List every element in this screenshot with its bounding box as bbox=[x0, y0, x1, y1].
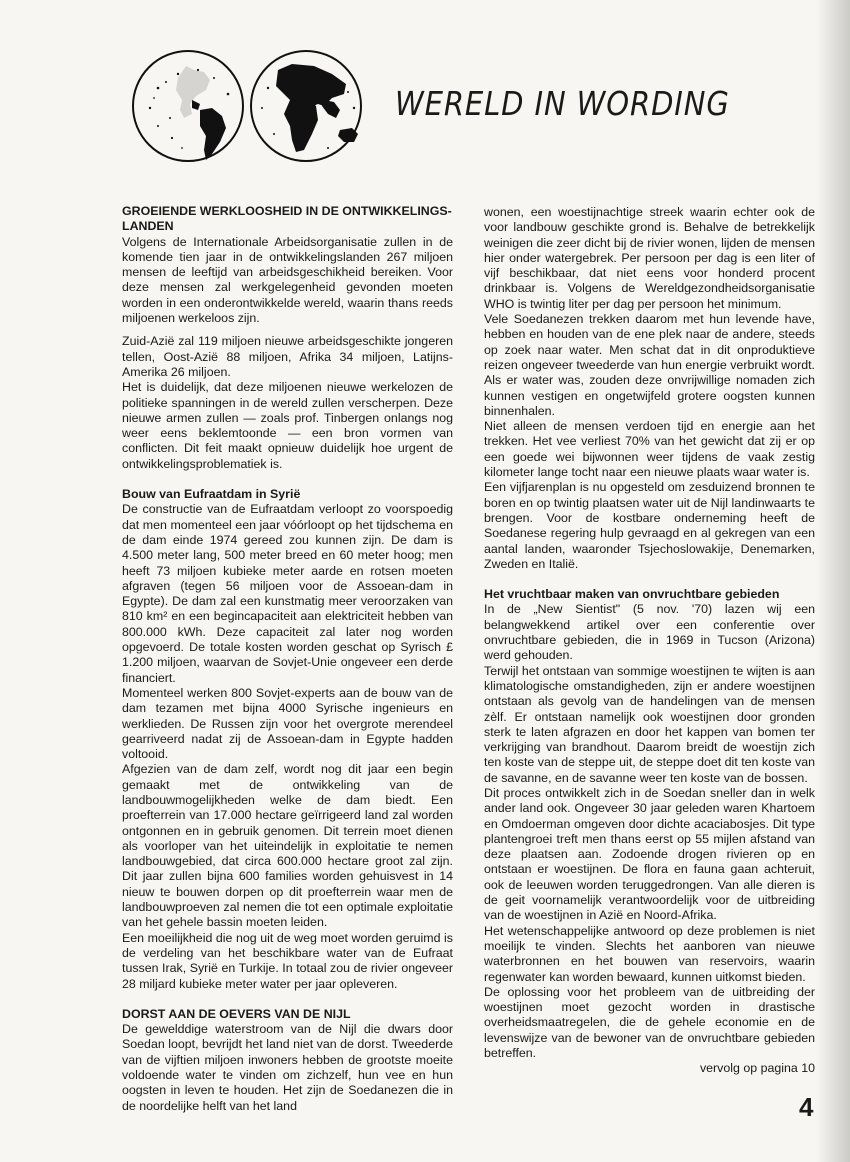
article-paragraph: Afgezien van de dam zelf, wordt nog dit jaar een begin gemaakt met de ontwikkeling van de landbouwmogelijkheden welke de dam biedt. Een proefterrein van 17.000 hectare geïrrigeerd land zal worden ontgonnen en in gebruik genomen. Dit terrein moet dienen als voorloper van het uiteindelijk in exploitatie te nemen landbouwgebied, dat circa 600.000 hectare groot zal zijn. Dit jaar zullen bijna 600 families worden gehuisvest in 14 nieuw te bouwen dorpen op dit proefterrein waar men de landbouwproeven zal nemen die tot een optimale exploitatie van het gehele bassin moeten leiden. bbox=[122, 762, 453, 930]
article-column-left bbox=[122, 204, 453, 1114]
article-paragraph: Vele Soedanezen trekken daarom met hun levende have, hebben en houden van de ene plek naar de andere, steeds op zoek naar water. Men schat dat in dit onproduktieve reizen ongeveer tweederde van hun energie verbruikt wordt. Als er water was, zouden deze onvrijwillige nomaden zich kunnen vestigen en ongetwijfeld grotere oogsten kunnen binnenhalen. bbox=[484, 312, 815, 418]
world-globes-icon bbox=[128, 48, 378, 168]
article-paragraph: Een moeilijkheid die nog uit de weg moet worden geruimd is de verdeling van het beschikbare water van de Eufraat tussen Irak, Syrië en Turkije. In totaal zou de rivier ongeveer 28 miljard kubieke meter water per jaar opleveren. bbox=[122, 930, 453, 991]
article-paragraph: Terwijl het ontstaan van sommige woestijnen te wijten is aan klimatologische omstandigheden, zijn er andere woestijnen ontstaan als gevolg van de handelingen van de mensen zèlf. Er ontstaan namelijk ook woestijnen door gronden sterk te laten afgrazen en door het kappen van bomen ter verkrijging van brandhout. Daarom breidt de woestijn zich ten koste van de steppe uit, de steppe doet dit ten koste van de savanne, en de savanne weer ten koste van de bossen. bbox=[484, 663, 815, 785]
article-paragraph: De gewelddige waterstroom van de Nijl die dwars door Soedan loopt, bevrijdt het land niet van de dorst. Tweederde van de vijftien miljoen inwoners hebben de grootste moeite voldoende water te vinden om zichzelf, hun vee en hun oogsten in leven te houden. Het zijn de Soedanezen die in de noordelijke helft van het land bbox=[122, 1022, 453, 1113]
continued-link[interactable]: vervolg op pagina 10 bbox=[699, 1061, 815, 1076]
article-paragraph: Niet alleen de mensen verdoen tijd en energie aan het trekken. Het vee verliest 70% van het gewicht dat zij er op een goede wei bijwonnen weer tijdens de vaak zestig kilometer lange tocht naar een nieuwe plaats waar water is. bbox=[484, 419, 815, 480]
article-paragraph: Het wetenschappelijke antwoord op deze problemen is niet moeilijk te vinden. Slechts het aanboren van nieuwe waterbronnen en het bouwen van reservoirs, waarin regenwater kan worden bewaard, kunnen uitkomst bieden. bbox=[484, 923, 815, 984]
article-paragraph: De constructie van de Eufraatdam verloopt zo voorspoedig dat men momenteel een jaar vóórloopt op het tijdschema en de dam einde 1974 gereed zou kunnen zijn. De dam is 4.500 meter lang, 500 meter breed en 60 meter hoog; men heeft 73 miljoen kubieke meter aarde en rotsen moeten afgraven (tegen 56 miljoen voor de Assoean-dam in Egypte). De dam zal een kunstmatig meer veroorzaken van 810 km² en een begincapaciteit aan elektriciteit hebben van 800.000 kWh. Deze capaciteit zal later nog worden opgevoerd. De totale kosten worden geschat op Syrisch £ 1.200 miljoen, waarvan de Sovjet-Unie ongeveer een derde financiert. bbox=[122, 502, 453, 685]
article-column-right bbox=[484, 205, 815, 1077]
article-paragraph: wonen, een woestijnachtige streek waarin echter ook de voor landbouw geschikte grond is. Behalve de betrekkelijk weinigen die zeer dicht bij de rivier wonen, lijden de mensen hier onder watergebrek. Per persoon per dag is een liter of vijf beschikbaar, dat niet eens voor honderd procent drinkbaar is. Volgens de Wereldgezondheidsorganisatie WHO is twintig liter per dag per persoon het minimum. bbox=[484, 205, 815, 311]
section-subheading: Het vruchtbaar maken van onvruchtbare gebieden bbox=[484, 587, 780, 602]
article-paragraph: De oplossing voor het probleem van de uitbreiding der woestijnen moet gezocht worden in drastische overheidsmaatregelen, die de gehele economie en de levenswijze van de bewoner van de onvruchtbare gebieden betreffen. bbox=[484, 984, 815, 1061]
article-paragraph: Volgens de Internationale Arbeidsorganisatie zullen in de komende tien jaar in de ontwikkelingslanden 267 miljoen mensen de leeftijd van arbeidsgeschikheid bereiken. Voor deze mensen zal werkgelegenheid gevonden moeten worden in een onderontwikkelde wereld, waarin thans reeds miljoenen werkeloos zijn. bbox=[122, 234, 453, 326]
article-paragraph: Het is duidelijk, dat deze miljoenen nieuwe werkelozen de politieke spanningen in de wereld zullen verscherpen. Deze nieuwe armen zullen — zoals prof. Tinbergen onlangs nog weer eens beklemtoonde — een bron vormen van conflicten. Dit feit maakt opnieuw duidelijk hoe urgent de ontwikkelingsproblematiek is. bbox=[122, 380, 453, 471]
page-title: WERELD IN WORDING bbox=[395, 84, 730, 123]
section-heading: DORST AAN DE OEVERS VAN DE NIJL bbox=[122, 1006, 351, 1021]
page-number: 4 bbox=[799, 1092, 814, 1122]
article-paragraph: Dit proces ontwikkelt zich in de Soedan sneller dan in welk ander land ook. Ongeveer 30 jaar geleden waren Khartoem en Omdoerman omgeven door dichte acaciabosjes. Dit type plantengroei treft men thans eerst op 55 mijlen afstand van deze plaatsen aan. Zodoende drogen rivieren op en ontstaan er woestijnen. De flora en fauna gaan achteruit, ook de leeuwen worden teruggedrongen. Van alle dieren is de geit voornamelijk verantwoordelijk voor de uitbreiding van de woestijnen in Azië en Noord-Afrika. bbox=[484, 785, 815, 923]
article-paragraph: Momenteel werken 800 Sovjet-experts aan de bouw van de dam tezamen met bijna 4000 Syrische ingenieurs en werklieden. De Russen zijn voor het overgrote merendeel gearriveerd nadat zij de Assoean-dam in Egypte hadden voltooid. bbox=[122, 685, 453, 762]
article-paragraph: In de „New Sientist" (5 nov. '70) lazen wij een belangwekkend artikel over een conferentie over onvruchtbare gebieden, die in 1969 in Tucson (Arizona) werd gehouden. bbox=[484, 602, 815, 663]
section-heading: GROEIENDE WERKLOOSHEID IN DE ONTWIKKELINGS-LANDEN bbox=[122, 204, 452, 234]
section-subheading: Bouw van Eufraatdam in Syrië bbox=[122, 487, 301, 502]
article-paragraph: Een vijfjarenplan is nu opgesteld om zesduizend bronnen te boren en op twintig plaatsen water uit de Nijl landinwaarts te brengen. Voor de kostbare onderneming heeft de Soedanese regering hulp gevraagd en al gekregen van een aantal landen, waaronder Tsjechoslowakije, Denemarken, Zweden en Italië. bbox=[484, 480, 815, 571]
page-edge-shadow bbox=[816, 0, 850, 1162]
article-paragraph: Zuid-Azië zal 119 miljoen nieuwe arbeidsgeschikte jongeren tellen, Oost-Azië 88 miljoen, Afrika 34 miljoen, Latijns-Amerika 26 miljoen. bbox=[122, 334, 453, 379]
